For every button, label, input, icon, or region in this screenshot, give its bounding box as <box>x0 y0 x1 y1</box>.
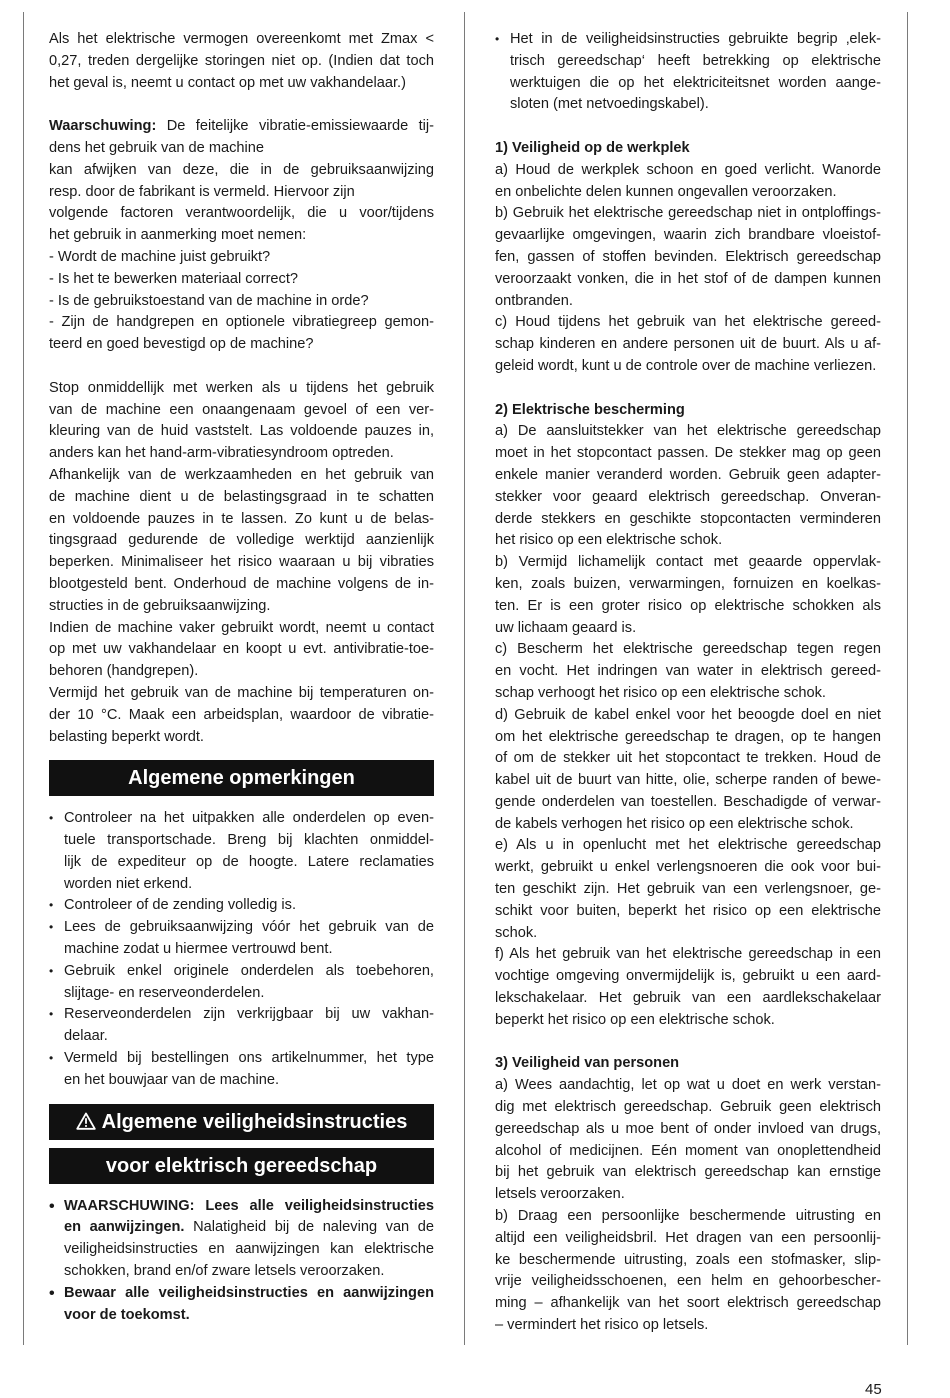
text-line: beperkt het risico op een elektrische schok. <box>495 1011 775 1028</box>
text-line: delaar. <box>64 1028 108 1045</box>
text-line: lekschakelaar. Het gebruik van een aardlekschakelaar <box>495 990 881 1007</box>
text-line: ming – afhankelijk van het soort elektrisch gereedschap <box>495 1295 881 1312</box>
text-line: gevaarlijke omgevingen, waarin zich brandbare vloeistof- <box>495 227 881 244</box>
right-column <box>495 29 881 1337</box>
text-line: dig met elektrisch gereedschap. Gebruik geen elektrisch <box>495 1099 881 1116</box>
safety-warning-list <box>49 1196 434 1327</box>
text-line: moet in het stopcontact passen. De stekker mag op geen <box>495 445 881 462</box>
banner-title: Algemene veiligheidsinstructies <box>101 1110 408 1133</box>
text-line: anders kan het hand-arm-vibratiesyndroom optreden. <box>49 445 394 462</box>
text-line: volgende factoren verantwoordelijk, die u voor/tijdens <box>49 205 434 222</box>
text-line: trisch gereedschap‘ heeft betrekking op elektrische <box>510 52 881 69</box>
text-line: en het bouwjaar van de machine. <box>64 1071 279 1088</box>
text-line: • Controleer na het uitpakken alle onderdelen op even- <box>64 810 434 827</box>
section-heading: 3) Veiligheid van personen <box>495 1055 680 1072</box>
text-line: Afhankelijk van de werkzaamheden en het gebruik van <box>49 466 434 483</box>
text-line: vochtige omgeving onvermijdelijk is, gebruikt u een aard- <box>495 968 881 985</box>
text-line: belasting beperkt wordt. <box>49 728 204 745</box>
text-line: geleid wordt, kunt u de controle over de machine verliezen. <box>495 357 877 374</box>
text-line: a) Wees aandachtig, let op wat u doet en werk verstan- <box>495 1077 881 1094</box>
text-line: de kabels verhogen het risico op een elektrische schok. <box>495 815 854 832</box>
text-line: ken, zoals buizen, verwarmingen, fornuizen en koelkas- <box>495 575 881 592</box>
text-run: De feitelijke vibratie-emissiewaarde tij- <box>156 118 434 135</box>
text-line: de machine dient u de belastingsgraad in te schatten <box>49 488 434 505</box>
text-line: - Is de gebruikstoestand van de machine in orde? <box>49 292 369 309</box>
text-line: gende onderdelen van toestellen. Beschadigde of verwar- <box>495 793 881 810</box>
text-line: het gebruik in aanmerking moet nemen: <box>49 227 307 244</box>
text-line <box>64 1217 434 1239</box>
warning-label: Waarschuwing: <box>49 118 157 135</box>
text-line: Indien de machine vaker gebruikt wordt, neemt u contact <box>49 619 434 636</box>
text-line: e) Als u in openlucht met het elektrische gereedschap <box>495 837 881 854</box>
text-line: ten. Er is een groter risico op elektrische schokken als <box>495 597 881 614</box>
column-divider <box>464 12 465 1345</box>
text-line: schokken, brand en/of zware letsels veroorzaken. <box>64 1263 385 1280</box>
left-column <box>49 29 434 1326</box>
text-line: sloten (met netvoedingskabel). <box>510 96 709 113</box>
text-line: alcohol of medicijnen. Eén moment van onoplettendheid <box>495 1142 881 1159</box>
text-line: letsels veroorzaken. <box>495 1186 625 1203</box>
text-line: • Bewaar alle veiligheidsinstructies en aanwijzingen <box>64 1284 434 1301</box>
text-line: en onbelichte delen kunnen ongevallen veroorzaken. <box>495 183 837 200</box>
text-line: gereedschap als u moe bent of onder invloed van drugs, <box>495 1120 881 1137</box>
text-line: resp. door de fabrikant is vermeld. Hiervoor zijn <box>49 183 355 200</box>
text-line: - Is het te bewerken materiaal correct? <box>49 270 299 287</box>
text-line: op met uw vakhandelaar en koopt u evt. antivibratie-toe- <box>49 641 434 658</box>
page-number: 45 <box>865 1381 882 1398</box>
text-line: bij het gebruik van elektrisch gereedschap kan ernstige <box>495 1164 881 1181</box>
text-line: machine zodat u hiermee vertrouwd bent. <box>64 941 333 958</box>
text-line: ten geschikt zijn. Het gebruik van een verlengsnoer, ge- <box>495 881 881 898</box>
text-line: • WAARSCHUWING: Lees alle veiligheidsinstructies <box>64 1197 434 1214</box>
text-line: • Vermeld bij bestellingen ons artikelnummer, het type <box>64 1050 434 1067</box>
list-item <box>49 1004 434 1048</box>
text-line: het risico op een elektrische schok. <box>495 532 723 549</box>
list-item <box>49 961 434 1005</box>
list-item <box>49 895 434 917</box>
list-item <box>495 29 881 116</box>
text-line: b) Vermijd lichamelijk contact met geaarde oppervlak- <box>495 554 881 571</box>
text-line <box>49 116 434 138</box>
text-line: worden niet erkend. <box>64 875 193 892</box>
text-line: van de machine een onaangenaam gevoel of een ver- <box>49 401 434 418</box>
text-line: b) Draag een persoonlijke beschermende uitrusting en <box>495 1208 881 1225</box>
left-margin-rule <box>23 12 24 1345</box>
text-line: ke beschermende uitrusting, zoals een stofmasker, slip- <box>495 1251 881 1268</box>
text-line: a) De aansluitstekker van het elektrische gereedschap <box>495 423 881 440</box>
text-line: dens het gebruik van de machine <box>49 139 264 156</box>
list-item <box>49 808 434 895</box>
list-item <box>49 1196 434 1283</box>
warning-triangle-icon <box>76 1106 96 1142</box>
text-line: • Het in de veiligheidsinstructies gebruikte begrip ‚elek- <box>510 31 881 47</box>
text-line: werkt, gebruikt u enkel verlengsnoeren die ook voor bui- <box>495 859 881 876</box>
list-item <box>49 1283 434 1327</box>
text-line: uw lichaam geaard is. <box>495 619 637 636</box>
stop-paragraph <box>49 378 434 749</box>
text-line: altijd een veiligheidsbril. Het dragen van een persoonlij- <box>495 1229 881 1246</box>
section-electrical <box>495 400 881 1032</box>
section-workplace <box>495 138 881 378</box>
text-line: kleuring van de huid vaststelt. Las voldoende pauzes in, <box>49 423 434 440</box>
section-banner-safety-subtitle: voor elektrisch gereedschap <box>49 1148 434 1184</box>
text-line: c) Houd tijdens het gebruik van het elektrische gereed- <box>495 314 881 331</box>
intro-paragraph <box>49 29 434 94</box>
text-line: schok. <box>495 924 538 941</box>
text-line: het geval is, neemt u contact op met uw vakhandelaar.) <box>49 74 406 91</box>
text-line: veiligheidsinstructies en aanwijzingen kan elektrische <box>64 1241 434 1258</box>
section-heading: 2) Elektrische bescherming <box>495 401 685 418</box>
text-line: voor de toekomst. <box>64 1306 190 1323</box>
definition-list <box>495 29 881 116</box>
text-line: kabel uit de buurt van hitte, olie, scherpe randen of bewe- <box>495 772 881 789</box>
text-line: schikt voor buiten, beperkt het risico op een elektrische <box>495 902 881 919</box>
text-line: • Lees de gebruiksaanwijzing vóór het gebruik van de <box>64 919 434 936</box>
text-line: b) Gebruik het elektrische gereedschap niet in ontploffings- <box>495 205 881 222</box>
text-line: Vermijd het gebruik van de machine bij temperaturen on- <box>49 684 434 701</box>
text-line: om het elektrische gereedschap te dragen, op te hangen <box>495 728 881 745</box>
text-line: schap verhoogt het risico op een elektrische schok. <box>495 684 826 701</box>
text-line: Als het elektrische vermogen overeenkomt met Zmax < <box>49 31 434 47</box>
text-line: - Wordt de machine juist gebruikt? <box>49 248 271 265</box>
text-line: schap kinderen en andere personen uit de buurt. Als u af- <box>495 336 881 353</box>
text-line: behoren (handgrepen). <box>49 663 199 680</box>
text-line: kan afwijken van deze, die in de gebruiksaanwijzing <box>49 161 434 178</box>
text-line: • Reserveonderdelen zijn verkrijgbaar bij uw vakhan- <box>64 1006 434 1023</box>
text-line: • Gebruik enkel originele onderdelen als toebehoren, <box>64 962 434 979</box>
text-line: structies in de gebruiksaanwijzing. <box>49 597 271 614</box>
text-line: en voldoende pauzes in te lassen. Zo kunt u de belas- <box>49 510 434 527</box>
text-line: derde stekkers en geschikte stopcontacten verminderen <box>495 510 881 527</box>
text-line: lijk de expediteur op de hoogte. Latere reclamaties <box>64 853 434 870</box>
section-banner-general: Algemene opmerkingen <box>49 760 434 796</box>
general-remarks-list <box>49 808 434 1091</box>
section-personal-safety <box>495 1053 881 1336</box>
text-line: • Controleer of de zending volledig is. <box>64 897 297 914</box>
text-line: fen, gassen of stoffen bevinden. Elektrisch gereedschap <box>495 248 881 265</box>
list-item <box>49 917 434 961</box>
text-line: - Zijn de handgrepen en optionele vibratiegreep gemon- <box>49 314 434 331</box>
text-line: d) Gebruik de kabel enkel voor het beoogde doel en niet <box>495 706 881 723</box>
text-line: ontbranden. <box>495 292 573 309</box>
text-line: der 10 °C. Maak een arbeidsplan, waardoor de vibratie- <box>49 706 434 723</box>
text-line: tingsgraad gedurende de volledige werktijd aanzienlijk <box>49 532 434 549</box>
text-line: c) Bescherm het elektrische gereedschap tegen regen <box>495 641 881 658</box>
text-line: stekker voor geaard elektrisch gereedschap. Onveran- <box>495 488 881 505</box>
text-run: en aanwijzingen. <box>64 1219 185 1236</box>
text-line: veroorzaakt vonken, die in het stof of de dampen kunnen <box>495 270 881 287</box>
text-line: werktuigen die op het elektriciteitsnet worden aange- <box>510 74 881 91</box>
text-line: beperken. Minimaliseer het risico waaraan u bij vibraties <box>49 554 434 571</box>
text-line: enkele manier veranderd worden. Gebruik geen adapter- <box>495 466 881 483</box>
text-line: – vermindert het risico op letsels. <box>495 1317 709 1334</box>
text-run: Nalatigheid bij de naleving van de <box>184 1219 434 1236</box>
text-line: vrije veiligheidsschoenen, een helm en gehoorbescher- <box>495 1273 881 1290</box>
text-line: 0,27, treden dergelijke storingen niet op. (Indien dat toch <box>49 52 434 69</box>
text-line: en vocht. Het indringen van water in elektrisch gereed- <box>495 663 881 680</box>
vibration-warning-paragraph <box>49 116 434 356</box>
text-line: of om de stekker uit het stopcontact te trekken. Houd de <box>495 750 881 767</box>
text-line: blootgesteld bent. Onderhoud de machine volgens de in- <box>49 575 434 592</box>
text-line: Stop onmiddellijk met werken als u tijdens het gebruik <box>49 379 434 396</box>
text-line: teerd en goed bevestigd op de machine? <box>49 336 314 353</box>
section-banner-safety <box>49 1104 434 1140</box>
text-line: f) Als het gebruik van het elektrische gereedschap in een <box>495 946 881 963</box>
list-item <box>49 1048 434 1092</box>
text-line: slijtage- en reserveonderdelen. <box>64 984 265 1001</box>
text-line: a) Houd de werkplek schoon en goed verlicht. Wanorde <box>495 161 881 178</box>
text-line: tuele transportschade. Breng bij klachten onmiddel- <box>64 832 434 849</box>
section-heading: 1) Veiligheid op de werkplek <box>495 139 690 156</box>
right-margin-rule <box>907 12 908 1345</box>
